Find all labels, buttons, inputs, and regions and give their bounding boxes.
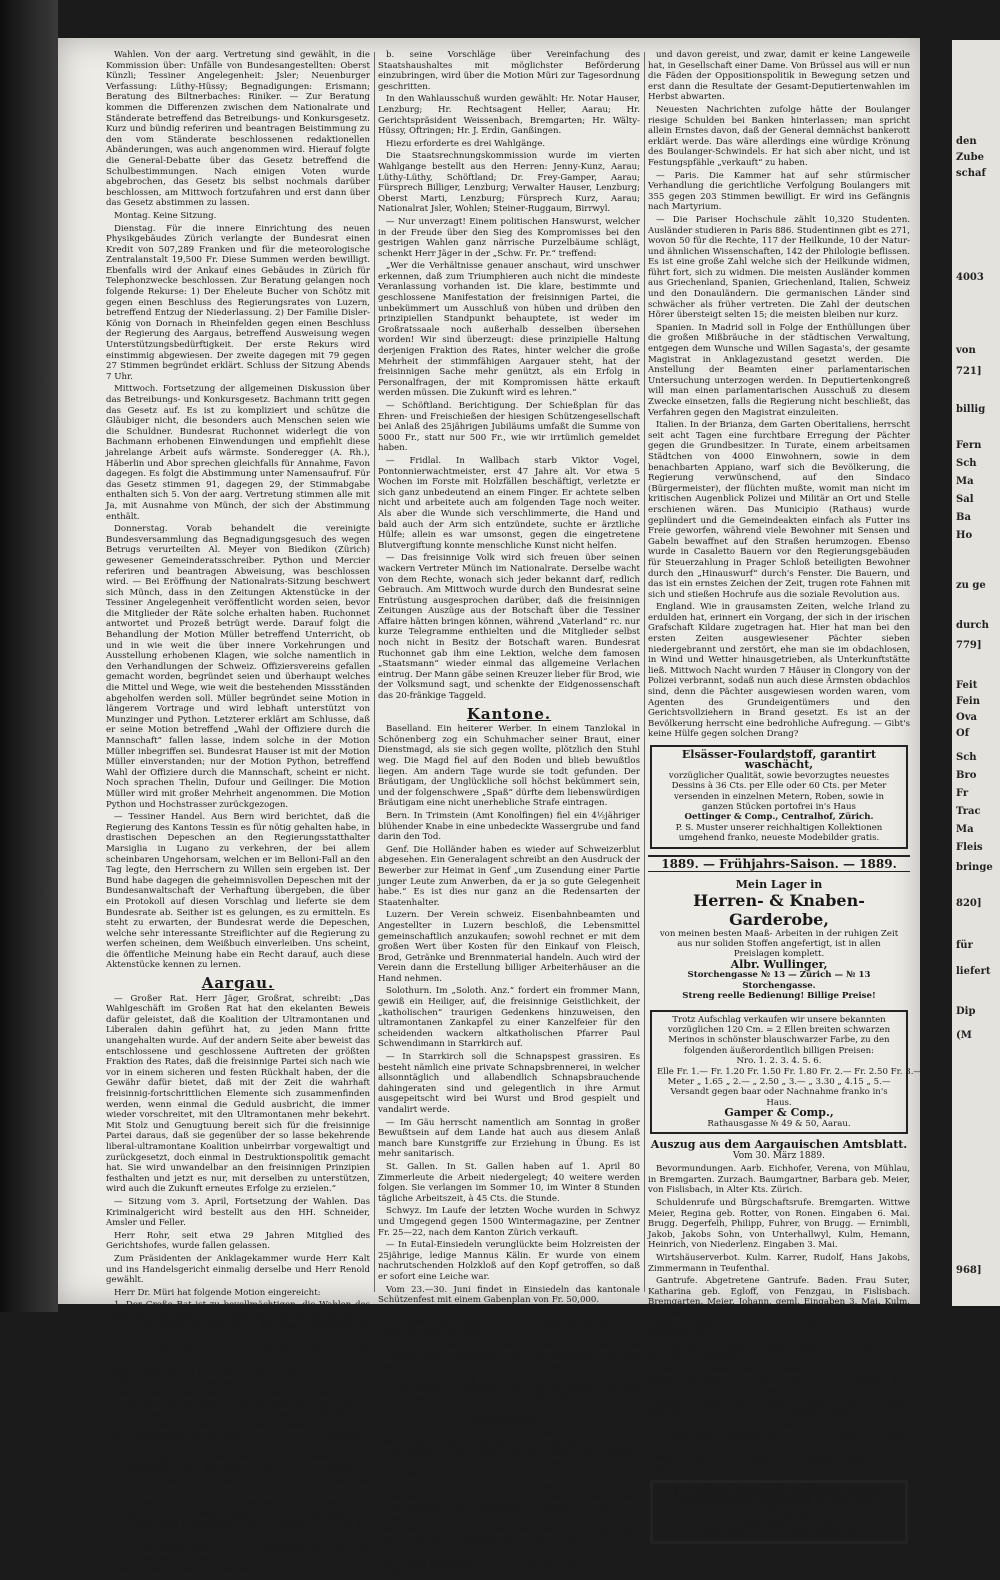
page-fragment: billig (956, 404, 986, 415)
article-paragraph: Vom 23.—30. Juni findet in Einsiedeln das kantonale Schützenfest mit einem Gabenplan von Fr. 50,000. (378, 1284, 640, 1306)
amtsblatt-entry: Vermögensbeschlagnahmen. Zurzach. Weber, Johann Jakob, Obermann, von Zurzach. Zurzach, von Hettenschwyl, Gde. Leuggern in Amerika. Einsprüche 30. April. (648, 1432, 910, 1475)
article-paragraph: Wallis. Im Nezarn, bei Leuk sind letzten Mittwoch Nachts 15 Häuser abgebrannt. Die Holzhäuser fielen nach der Tiefe sehr bald einander. (378, 1307, 640, 1339)
ad-title: Elsässer-Foulardstoff, garantirt waschächt, (681, 748, 877, 772)
page-fragment: Fein (956, 696, 980, 707)
amtsblatt-entry: Wirtshäuserverbot. Kulm. Karrer, Rudolf, Hans Jakobs, Zimmermann in Teufenthal. (648, 1252, 910, 1274)
article-paragraph: — Im Gäu herrscht namentlich am Sonntag in großer Bewußtsein auf dem Lande hat auch aus diesem Anlaß manch bare Kunstgriffe zur Erziehung in Übung. Es ist mehr sanitarisch. (378, 1117, 640, 1160)
page-fragment: zu ge (956, 580, 986, 591)
article-paragraph: Frankreich. Der tapfere General Boulanger hat Fersengeld genommen. Er ist in Brüssel, wo er sich einer Dame (378, 1548, 640, 1580)
page-fragment: (M (956, 1030, 972, 1041)
page-fragment: Ova (956, 712, 978, 723)
page-fragment: 820] (956, 898, 982, 909)
article-paragraph: Deutschland. In Hamburg-Altona haben 1300 Schneider der Nadel und Bügeleisen niedergelegt, weil ihre Forderungen nicht erfüllt worden sind. Die Arbeiter fordern Erhöhung der Löhne und verhandeln mit den Meistern. (378, 1427, 640, 1480)
article-paragraph: Die Staatsrechnungskommission wurde im vierten Wahlgange bestellt aus den Herren: Jenny-Kunz, Aarau; Lüthy-Lüthy, Schöftland; Dr. Frey-Gamper, Aarau; Fürsprech Billiger, Lenzburg; Verwalter Hauser, Lenzburg; Oberst Marti, Lenzburg; Fürsprech Kurz, Aarau; Nationalrat Jsler, Wohlen; Steiner-Ruggaum, Birrwyl. (378, 151, 640, 215)
page-fragment: Trac (956, 806, 981, 817)
column-rule (644, 52, 645, 1292)
article-paragraph: Luzern. Der Verein schweiz. Eisenbahnbeamten und Angestellter in Luzern beschloß, die Lebensmittel gemeinschaftlich anzukaufen; sowohl rechnet er mit dem großen Wert über Kosten für den Einkauf von Fleisch, Brod, Getränke und Brennmaterial handeln. Auch wird der Verein dann die Erstellung billiger Arbeiterhäuser an die Hand nehmen. (378, 910, 640, 984)
ad-title: Herren- & Knaben-Garderobe, (693, 890, 865, 929)
article-paragraph: — Die Pariser Hochschule zählt 10,320 Studenten. Ausländer studieren in Paris 886. Studentinnen gibt es 271, wovon 50 für die Rechte, 117 der Heilkunde, 10 der Natur- und ähnlichen Wissenschaften, 142 der Philologie beflissen. Es ist eine große Zahl welche sich der Heilkunde widmen, führt fort, sich zu widmen. Die meisten Ausländer kommen aus Griechenland, Spanien, Griechenland, Italien, Schweiz und den Donauländern. Die germanischen Länder sind schwächer als früher vertreten. Die Zahl der deutschen Hörer übersteigt selten 15; die meisten bleiben nur kurz. (648, 214, 910, 321)
article-paragraph: — Schöftland. Berichtigung. Der Schießplan für das Ehren- und Freischießen der hiesigen Schützengesellschaft bei Anlaß des 25jährigen Jubiläums umfaßt die Summe von 5000 Fr., statt nur 500 Fr., wie wir irrtümlich gemeldet haben. (378, 401, 640, 454)
season-header: 1889. — Frühjahrs-Saison. — 1889. (648, 855, 910, 873)
next-page-edge (952, 40, 1000, 1306)
article-paragraph: Genf. Die Holländer haben es wieder auf Schweizerblut abgesehen. Ein Generalagent schreibt an den Ausdruck der Bewerber zur Heimat in Genf „um Zusendung einer Partie junger Leute zum Anwerben, da er ja so gute Gelegenheit habe.“ Es ist dies nur ganz an die Redensarten der Staatenhalter. (378, 844, 640, 908)
page-fragment: Sal (956, 494, 974, 505)
page-fragment: 968] (956, 1265, 982, 1276)
amtsblatt-entry: Gantrufe. Abgetretene Gantrufe. Baden. Frau Suter, Katharina geb. Egloff, von Fenzgau, in Fislisbach. Bremgarten. Meier, Johann, geml. Eingaben 3. Mai. Kulm. Erismann, Emma geb. Eichenberger. Laufenburg. Meier, Johann, geml. Ehefrau Frehner, von Gränichen. Pfaffenhausen. (648, 1276, 910, 1340)
article-paragraph: Zum Präsidenten der Anklagekammer wurde Herr Kalt und ins Handelsgericht einmalig derselbe und Herr Renold gewählt. (106, 1253, 370, 1286)
amtsblatt-title: Auszug aus dem Aargauischen Amtsblatt. (650, 1137, 908, 1151)
page-fragment: Ho (956, 530, 973, 541)
article-paragraph: — Paris. Die Kammer hat auf sehr stürmischer Verhandlung die gerichtliche Verfolgung Boulangers mit 355 gegen 203 Stimmen bewilligt. Er wird ins Gefängnis nach Martyrium. (648, 170, 910, 213)
article-paragraph: — Das freisinnige Volk wird sich freuen über seinen wackern Vertreter Münch im Nationalrate. Derselbe wacht von dem Rechte, wonach sich jeder bekannt darf, redlich Gebrauch. Am Mittwoch wurde durch den Bundesrat seine Entrüstung ausgesprochen darüber, daß die freisinnigen Zeitungen Auszüge aus der Botschaft über die Tessiner Affaire hätten bringen können, während „Vaterland“ rc. nur kurze Telegramme enthielten und die Mitglieder selbst noch nicht in Besitz der Botschaft waren. Bundesrat Ruchonnet gab ihm eine Lektion, welche dem famosen „Staatsmann“ wieder einmal das allgemeine Verlachen eintrug. Der Mann gäbe seinen Kreuzer lieber für Brod, wie der Volksmund sagt, und schenkte der Eidgenossenschaft das 20-fränkige Taggeld. (378, 553, 640, 702)
amtsblatt-date: Vom 30. März 1889. (733, 1150, 825, 1161)
page-fragment: von (956, 345, 976, 356)
ad-name: Albr. Wullinger, (730, 957, 828, 971)
ad-line: Reichhaltige Auswahl in Herren-Confektion. (678, 1494, 880, 1518)
page-fragment: Ma (956, 476, 974, 487)
page-fragment: 4003 (956, 272, 984, 283)
page-fragment: den (956, 136, 977, 147)
article-paragraph: Zürich. Pfarrer Waldburger in Wartalen wurde vom Bezirksgericht Andelfingen der Beschimpfung schuldig erklärt und zu einer Buße und sämtlichen Kosten verurteilt, weil er in der Sonntag vor Weihnachten 1888 in der Kirche die freisinnigen Mitglieder der Kirchenpflege und des Gemeinderates in ihrer Ehre angegriffen hatte. (378, 1341, 640, 1405)
ad-shipping: Versandt gegen baar oder Nachnahme franko in's Haus. (670, 1087, 888, 1108)
column-2 (378, 50, 640, 1580)
page-fragment: liefert (956, 966, 991, 977)
page-fragment: Ma (956, 824, 974, 835)
article-paragraph: Hiezu erforderte es drei Wahlgänge. (386, 138, 546, 149)
section-title-aargau: Aargau. (201, 974, 275, 993)
ad-address: Storchengasse № 13 — Zürich — № 13 Storchengasse. (687, 970, 871, 991)
page-fragment: Fern (956, 440, 982, 451)
ad-intro: Mein Lager in (735, 878, 823, 892)
amtsblatt-entry: Wiedererweiterungen. Baden. Bogt, Franz Joseph, Schuster, von Freienwyl, — Egloff, Joseph Leonz, von Baden, in Gersau. — Mahr, Baden. (648, 1398, 910, 1430)
page-fragment: 779] (956, 640, 982, 651)
page-fragment: 721] (956, 366, 982, 377)
amtsblatt-entry: Gelbstrafe-Rückzug. Brugg. Renold, Gottlieb, von Brunegg, in Thalheim. (648, 1341, 910, 1363)
previous-page-edge (14, 640, 40, 1200)
advertisement-gerber (650, 1480, 908, 1544)
page-fragment: Sch (956, 458, 977, 469)
price-table-row: Meter „ 1.65 „ 2.— „ 2.50 „ 3.— „ 3.30 „ 4.15 „ 5.— (667, 1076, 891, 1087)
article-paragraph: In den Wahlausschuß wurden gewählt: Hr. Notar Hauser, Lenzburg; Hr. Rechtsagent Heller, Aarau; Hr. Gerichtspräsident Weissenbach, Bremgarten; Hr. Wälty-Hüssy, Oftringen; Hr. J. Erdin, Ganßingen. (378, 94, 640, 137)
ad-line: Anzüge nach Maaß. (718, 1515, 840, 1528)
article-paragraph: Herr Rohr, seit etwa 29 Jahren Mitglied des Gerichtshofes, wurde fallen gelassen. (106, 1230, 370, 1252)
ad-footer: Streng reelle Bedienung! Billige Preise! (682, 991, 876, 1002)
page-fragment: Dip (956, 1006, 976, 1017)
article-paragraph: a. bei künftigen Wahlen in den Anstellungsurkunden von Staatsbeamten ausdrücklich auf § 4 des Besoldungsdekretes zu verweisen; (106, 1543, 370, 1575)
page-fragment: durch (956, 620, 989, 631)
article-paragraph: Baselland. Ein heiterer Werber. In einem Tanzlokal in Schönenberg zog ein Schuhmacher seiner Braut, einer Dienstmagd, als sie sich gegen wollte, plötzlich den Stuhl weg. Die Magd fiel auf den Boden und blieb bewußtlos liegen. Am andern Tage wurde sie todt gefunden. Der Bräutigam, der Unglückliche soll höchst bekümmert sein, und der folgenschwere „Spaß“ dürfte dem liebenswürdigen Bräutigam eine nicht unerhebliche Strafe eintragen. (378, 724, 640, 809)
article-paragraph: — Tessiner Handel. Aus Bern wird berichtet, daß die Regierung des Kantons Tessin es für nötig gehalten habe, in drastischen Depeschen an den Regierungsstatthalter Marsiglia in Lugano zu verkehren, der bei allem scheinbaren Ungehorsam, welchen er im Belloni-Fall an den Tag legte, den Herrschern zu Willen sein ergeben ist. Der Bund habe dagegen die geheimnisvollen Depeschen mit der Bundesanwaltschaft der Verhaftung übergeben, die über ein Protokoll auf diesen Vorschlag und lieferte sie dem Bundesrate ab. Seither ist es gelungen, es zu ermitteln. Es steht zu erwarten, der Bundesrat werde die Depeschen, welche sehr interessante Streiflichter auf die Regierung zu werfen scheinen, dem Weißbuch einverleiben. Uns scheint, die öffentliche Meinung habe ein Recht darauf, auch diese Aktenstücke kennen zu lernen. (106, 812, 370, 971)
ad-address: Rathausgasse № 49 & 50, Aarau. (707, 1118, 851, 1129)
article-paragraph: Grundsätzlich wird die Motion Müri betr. Vereinfachung gutgeheißen, denen der beschlossene Antrag Frei-Gamper lautet: (106, 1465, 370, 1497)
article-paragraph: Wahlen. Von der aarg. Vertretung sind gewählt, in die Kommission über: Unfälle von Bundesangestellten: Oberst Künzli; Tessiner Angelegenheit: Jsler; Neuenburger Verfassung: Lüthy-Hüssy; Begnadigungen: Erismann; Beratung des Biltnerbaches: Riniker. — Zur Beratung kommen die Differenzen zwischen dem Nationalrate und Ständerate betreffend das Betreibungs- und Konkursgesetz. Kurz und bündig referiren und beantragen Beistimmung zu den vom Ständerate beschlossenen redaktionellen Abänderungen, was auch angenommen wird. Hierauf folgte die General-Debatte über das Gesetz betreffend die Schulbestimmungen. Nach einigen Voten wurde abgebrochen, das Gesetz bis selbst nochmals darüber beschlossen, am Mittwoch fortzufahren und erst dann über das Gesetz abstimmen zu lassen. (106, 50, 370, 209)
article-paragraph: — Nur unverzagt! Einem politischen Hanswurst, welcher in der Freude über den Sieg des Kompromisses bei den gestrigen Wahlen ganz närrische Purzelbäume schlägt, schenkt Herr Jäger in der „Schw. Fr. Pr.“ treffend: (378, 216, 640, 259)
article-paragraph: — In Starrkirch soll die Schnapspest grassiren. Es besteht nämlich eine private Schnapsbrennerei, in welcher allsonntäglich und allabendlich Schnapsbrauchende dahingeraten sind und gelegentlich in ihre Armut ausgepeitscht wird bei Wurst und Brod gespielt und vandalirt werde. (378, 1052, 640, 1115)
page-fragment: Feit (956, 680, 978, 691)
article-paragraph: Herr Dr. Müri hat folgende Motion eingereicht: (114, 1287, 321, 1298)
article-paragraph: — In Eutal-Einsiedeln verunglückte beim Holzreisten der 25jährige, ledige Mannus Kälin. Er wurde von einem nachrutschenden Holzkloß auf den Kopf getroffen, so daß er sofort eine Leiche war. (378, 1240, 640, 1282)
amtsblatt-entry: Schuldenrufe und Bürgschaftsrufe. Bremgarten. Wittwe Meier, Regina geb. Rotter, von Ronen. Eingaben 6. Mai. Brugg. Degerfelh, Philipp, Fuhrer, von Brugg. — Ernimbli, Jakob, Jakobs Sohn, von Unterhallwyl, Kulm, Hemann, Heinrich, von Niederlenz. Eingaben 3. Mai. (648, 1197, 910, 1251)
article-paragraph: — Fridlal. In Wallbach starb Viktor Vogel, Pontonnierwachtmeister, erst 47 Jahre alt. Vor etwa 5 Wochen im Forste mit Holzfällen beschäftigt, verletzte er sich ganz unbedeutend an einem Finger. Er achtete selben nicht und arbeitete auch am folgenden Tage noch weiter. Als aber die Wunde sich verschlimmerte, die Hand und bald auch der Arm sich entzündete, suchte er ärztliche Hülfe; allein es war umsonst, gegen die eingetretene Blutvergiftung konnte menschliche Kunst nicht helfen. (378, 455, 640, 551)
advertisement-merinos (650, 1010, 923, 1134)
ad-line: Reelle Preise. — Prompte Bedienung. (697, 1527, 861, 1538)
article-paragraph: Bern. In Trimstein (Amt Konolfingen) fiel ein 4½jähriger blühender Knabe in eine unbedeckte Wassergrube und fand darin den Tod. (378, 810, 640, 843)
section-title-ausland: Ausland. (468, 1408, 550, 1427)
ad-firm: Gamper & Comp., (724, 1106, 834, 1120)
left-scan-margin (0, 0, 58, 1312)
ad-firm: Oettinger & Comp., Centralhof, Zürich. (684, 812, 874, 823)
section-title-kantone: Kantone. (466, 704, 552, 723)
article-paragraph: Mit Bezug auf die Verfassung Artikel 33 und § 4 des Besoldungsdekretes vom 27. April 1886, lautend: „Sollten in Zukunft mit Rücksicht auf Beamtungen oder deren Besoldungen Veränderungen eintreten, so bleibt den dadurch betroffenen Beamten jeder an einer Entschädigungsforderung irgend welcher Art vorbehalten“ wird über Antrag 2 zur Tagesordnung geschritten, während Art. 1 der Regierung zur Begutachtung überwiesen wird. (106, 1378, 370, 1463)
page-fragment: Fr (956, 788, 969, 799)
ad-body: vorzüglicher Qualität, sowie bevorzugtes neuestes Dessins à 36 Cts. per Elle oder 60 Cts. per Meter versenden in einzelnen Metern, Roben, sowie in ganzen Stücken portofrei in's Haus (668, 770, 890, 813)
article-paragraph: 1. Der Große Rat ist zu bevollmächtigen, die Wahlen des Staatsanwaltes und seines Substituten sei mit Rücksicht auf die bevorstehende Vereinfachung des Staatshaushaltes für einmal provisorisch zu treffen. (106, 1300, 370, 1343)
page-fragment: schaf (956, 168, 986, 179)
page-fragment: bringe (956, 862, 993, 873)
article-paragraph: England. Wie in grausamsten Zeiten, welche Irland zu erdulden hat, erinnert ein Vorgang, der sich in der irischen Grafschaft Kildare zugetragen hat. Hier hat man bei den ersten Zeiten ausgewiesener Pächter sieben niedergebrannt und zerstört, ehe man sie im obdachlosen, in Wind und Wetter hinausgetrieben, als Unterkunftstätte ließ. Mittwoch Nacht wurden 7 Häuser in Clongory von der Polizei verbrannt, sodaß nun auch diese Ärmsten obdachlos sind, denn die Pächter ausgewiesen worden waren, vom Agenten des Grundeigentümers und den Gerichtsvollziehern in Brand gesetzt. Es ist an der Bevölkerung herrscht eine bedrohliche Aufregung. — Gibt's keine Hülfe gegen solchen Drang? (648, 602, 910, 740)
article-paragraph: „In Erwägung, daß nach § 4 des Besoldungsdekretes vom 27. April 1886 bei Veränderungen in den Beamtungen nur die bestehenden Möglichkeiten zu gewärtigen sind, mit der Einladung an den Reg.-Rat und die übrigen Wahlbehörden (106, 1498, 370, 1541)
article-paragraph: Donnerstag. Vorab behandelt die vereinigte Bundesversammlung das Begnadigungsgesuch des wegen Betrugs verurteilten Al. Meyer von Biedikon (Zürich) gewesener Gemeinderatsschreiber. Python und Mercier referiren und beantragen Abweisung, was beschlossen wird. — Bei Eröffnung der Nationalrats-Sitzung beschwert sich Münch, dass in den Zeitungen Aktenstücke in der Tessiner Angelegenheit veröffentlicht worden seien, bevor die Mitglieder der Räte solche erhalten haben. Ruchonnet antwortet und Prozeß betrügt werde. Darauf folgt die Behandlung der Motion Müller betreffend Unterricht, ob und in wie weit die über innere Vorkehrungen und Ausstellung erhobenen Klagen, wie solche namentlich in den Verhandlungen der Schweiz. Offiziersvereins gefallen gemacht worden, begründet seien und überhaupt welches die Mittel und Wege, wie weit die bestehenden Missständen abgeholfen werden soll. Müller begründet seine Motion in längerem Vortrage und wird lebhaft unterstützt von Munzinger und Python. Letzterer erklärt am Schlusse, daß er seine Motion betreffend „Wahl der Offiziere durch die Mannschaft“ fallen lasse, indem solche in der Motion Müller inbegriffen sei. Bundesrat Hauser ist mit der Motion Müller einverstanden; nur der Motion Python, betreffend Wahl der Offiziere durch die Mannschaft, scheint er nicht. Noch sprachen Thelin, Dufour und Geilinger. Die Motion Müller wird mit großer Mehrheit angenommen. Die Motion Python und Hochstrasser zurückgezogen. (106, 524, 370, 810)
advertisement-garderobe (650, 877, 908, 1004)
column-1 (106, 50, 370, 1575)
article-paragraph: „Wer die Verhältnisse genauer anschaut, wird unschwer erkennen, daß zum Triumphieren auch nicht die mindeste Veranlassung vorhanden ist. Die klare, bestimmte und geschlossene Manifestation der freisinnigen Partei, die unbekümmert um Ausschluß von hüben und drüben den prinzipiellen Standpunkt behauptete, ist weder im Großratssaale noch außerhalb desselben übersehen worden! Wir sind überzeugt: diese prinzipielle Haltung derjenigen Fraktion des Rates, hinter welcher die große Mehrheit der stimmfähigen Aargauer steht, hat der freisinnigen Sache mehr genützt, als ein Erfolg in Personalfragen, der mit Kompromissen hätte erkauft werden müssen. Die Zukunft wird es lehren.“ (378, 261, 640, 399)
article-paragraph: und davon gereist, und zwar, damit er keine Langeweile hat, in Gesellschaft einer Dame. Von Brüssel aus will er nun die Fäden der Oppositionspolitik in Bewegung setzen und erst dann die Resultate der Gesamt-Deputiertenwahlen im Herbst abwarten. (648, 50, 910, 103)
amtsblatt-entry: Rehabilitationen. Baden. Diebold, Franz, Koch, von Baden. Bremgarten. Frau Meier, Anna Maria geb. Inkubazze, Wittwe von Sarmenstorf. (648, 1364, 910, 1397)
page-fragment: Zube (956, 152, 984, 163)
newspaper-page (58, 38, 923, 1580)
article-paragraph: Montag. Keine Sitzung. (114, 210, 217, 221)
ad-note: P. S. Muster unserer reichhaltigen Kollektionen umgehend franko, neueste Modebilder gratis. (675, 822, 883, 844)
article-paragraph: — Die Reaktion treibt die tollsten Blüten. Die Lehrer in Schleswig-Holstein sollen unter die verdächtigende Vormundschaft der Geistlichkeit gestellt werden. Der Lehrer- und Lehrerinnenverein, welche beantragte, daß jeder künftig die Prediger der Insel den Auftrag empfangen haben, alle ihre Versammlungen zu überwachen. (378, 1482, 640, 1546)
article-paragraph: Italien. In der Brianza, dem Garten Oberitaliens, herrscht seit acht Tagen eine furchtbare Erregung der Pächter gegen die Grundbesitzer. In Turate, einem arbeitsamen Städtchen von 4000 Einwohnern, sowie in dem benachbarten Appiano, warf sich die Bevölkerung, die Regierung verwünschend, auf den Sindaco (Bürgermeister), der flüchten mußte, womit man nicht im kritischen Augenblick Polizei und Militär an Ort und Stelle erschienen wären. Das Municipio (Rathaus) wurde geplündert und die Gemeindeakten einfach als Futter ins Freie geworfen, während viele Bewohner mit Sensen und Gabeln bewaffnet auf den Straßen herumzogen. Ebenso wurde in Casaletto Bauern vor den Regierungsgebäuden für Steuerzahlung in Prager Schloß beteiligten Bewohner durch den „Hinauswurf“ durch's Fenster. Die Bauern, und das ist ein ernstes Zeichen der Zeit, trugen rote Fahnen mit sich und stießen Hochrufe aus die soziale Revolution aus. (648, 420, 910, 600)
article-paragraph: Schwyz. Im Laufe der letzten Woche wurden in Schwyz und Umgegend gegen 1500 Wintermagazine, per Zentner Fr. 25—22, nach dem Kanton Zürich verkauft. (378, 1206, 640, 1238)
amtsblatt-entry: Bevormundungen. Aarb. Eichhofer, Verena, von Mühlau, in Bremgarten. Zurzach. Baumgartner, Barbara geb. Meier, von Fislisbach, in Alter Kts. Zürich. (648, 1164, 910, 1196)
article-paragraph: — Sitzung vom 3. April, Fortsetzung der Wahlen. Das Kriminalgericht wird bestellt aus den HH. Schneider, Amsler und Feller. (106, 1196, 370, 1229)
article-paragraph: Spanien. In Madrid soll in Folge der Enthüllungen über die großen Mißbräuche in der städtischen Verwaltung, entgegen dem Wunsche und Willen Sagasta's, der gesamte Magistrat in Anklagezustand gesetzt werden. Die Anstellung der Beamten einer parlamentarischen Untersuchung unterzogen werden. In Deputiertenkongreß will man einen parlamentarischen Ausschuß zu diesem Zwecke einsetzen, falls die Regierung nicht beschließt, das Verfahren gegen den Magistrat einzuleiten. (648, 322, 910, 418)
advertisement-foulard (650, 745, 908, 849)
article-paragraph: St. Gallen. In St. Gallen haben auf 1. April 80 Zimmerleute die Arbeit niedergelegt; 40 weitere werden folgen. Sie verlangen im Sommer 10, im Winter 8 Stunden tägliche Arbeitszeit, à 45 Cts. die Stunde. (378, 1161, 640, 1204)
article-paragraph: Neuesten Nachrichten zufolge hätte der Boulanger riesige Schulden bei Banken hinterlassen; man spricht allein Ernstes davon, daß der General demnächst bankerott erklärt werde. Das wäre allerdings eine würdige Krönung des Boulanger-Schwindels. Er hat sich aber nicht, und ist Festungspfähle „verkauft“ zu haben. (648, 104, 910, 168)
page-fragment: Of (956, 728, 970, 739)
ad-body: Trotz Aufschlag verkaufen wir unsere bekannten vorzüglichen 120 Cm. = 2 Ellen breiten schwarzen Merinos in schönster blauschwarzer Farbe, zu den folgenden äußerordentlich billigen Preisen: (667, 1014, 891, 1056)
article-paragraph: b. seine Vorschläge über Vereinfachung des Staatshaushaltes mit möglichster Beförderung einzubringen, wird über die Motion Müri zur Tagesordnung geschritten. (378, 50, 640, 92)
article-paragraph: Solothurn. Im „Soloth. Anz.“ fordert ein frommer Mann, gewiß ein Heiliger, auf, die freisinnige Geistlichkeit, der „katholischen“ traurigen Gedenkens hinzuweisen, den ultramontanen Zankapfel zu einer Kanzelfeier für den scheidenden wackern altkatholischen Pfarrer Paul Schwendimann in Starrkirch auf. (378, 986, 640, 1050)
page-fragment: für (956, 940, 973, 951)
page-fragment: Ba (956, 512, 971, 523)
column-3 (648, 50, 923, 1538)
ad-body: von meinen besten Maaß- Arbeiten in der ruhigen Zeit aus nur soliden Stoffen angefertigt, ist in allen Preislagen komplett. (659, 928, 899, 960)
ad-line: J. Gerber, Marchd. Tailleur, Aarau. (673, 1483, 885, 1497)
price-table-row: Elle Fr. 1.— Fr. 1.20 Fr. 1.50 Fr. 1.80 Fr. 2.— Fr. 2.50 Fr. 3.— (657, 1066, 923, 1077)
page-fragment: Bro (956, 770, 977, 781)
article-paragraph: Dienstag. Für die innere Einrichtung des neuen Physikgebäudes Zürich verlangte der Bundesrat einen Kredit von 507,289 Franken und für die meteorologische Zentralanstalt 19,500 Fr. Diese Summen werden bewilligt. Ebenfalls wird der Ankauf eines Gebäudes in Zürich für Telephonzwecke beschlossen. Zur Beratung gelangen noch folgende Rekurse: 1) Der Eheleute Bucher von Schötz mit gegen einen Beschluss des Regierungsrates von Luzern, betreffend Entzug der Niederlassung. 2) Der Familie Disler-König von Dornach in Rheinfelden gegen einen Beschluss der Regierung des Aargaus, betreffend Ausweisung wegen Unterstützungsbedürftigkeit. Der erste Rekurs wird einstimmig abgewiesen. Der zweite dagegen mit 79 gegen 27 Stimmen begründet erklärt. Schluss der Sitzung Abends 7 Uhr. (106, 223, 370, 382)
page-fragment: Fleis (956, 842, 983, 853)
article-paragraph: 2. Der Reg.-Rat ist zu beauftragen, die von ihm vorgenommenen Wahlen (aus demselben Grunde) für einmal ebenfalls nur provisorisch zu treffen. (106, 1344, 370, 1376)
column-rule (374, 52, 375, 1292)
page-fragment: Sch (956, 752, 977, 763)
price-table-row: Nro. 1. 2. 3. 4. 5. 6. (736, 1056, 822, 1067)
article-paragraph: — Großer Rat. Herr Jäger, Großrat, schreibt: „Das Wahlgeschäft im Großen Rat hat den ekelanten Beweis dafür geleistet, daß die Koalition der Ultramontanen und Liberalen dahin geführt hat, zu jeden Mann fritte unangehalten wurde. Auf der andern Seite aber beweist das entschlossene und geschlossene Auftreten der größten Fraktion des Rates, daß die freisinnige Partei sich nach wie vor in einem sicheren und festen Rückhalt haben, der die Gewähr dafür bietet, daß mit der Zeit die wahrhaft freisinnig-fortschrittlichen Elemente sich zusammenfinden werden, wenn einmal die Geduld ausbricht, die immer wieder vorschreitet, mit den Ultramontanen mehr bekehrt. Mit Stolz und Genugtuung bereit sich für die freisinnige Partei daraus, daß sie gegenüber der so lasse bekehrende liberal-ultramontane Koalition unbeirrbar vorgewaltigt und zurückgesetzt, doch einmal in Destruktionspolitik gemacht hat. Sie wird unwandelbar an den freisinnigen Prinzipien festhalten und jetzt es nur, mit derselben zu unterstützen, wird auch die Zukunft erneutes Erfolge zu erzielen.“ (106, 993, 370, 1195)
article-paragraph: Mittwoch. Fortsetzung der allgemeinen Diskussion über das Betreibungs- und Konkursgesetz. Bachmann tritt gegen das Gesetz auf. Es ist zu kompliziert und schütze die Gläubiger nicht, die besonders auch Menschen seien wie die Schuldner. Bundesrat Ruchonnet widerlegt die von Bachmann erhobenen Einwendungen und empfiehlt diese jahrelange Arbeit aufs wärmste. Sonderegger (A. Rh.), Häberlin und Abor sprechen gleichfalls für Annahme, Favon dagegen. Es folgt die Abstimmung unter Namensaufruf. Für das Gesetz stimmen 91, dagegen 29, der Stimmabgabe enthalten sich 5. Von der aarg. Vertretung stimmen alle mit Ja, mit Ausnahme von Münch, der sich der Abstimmung enthält. (106, 384, 370, 522)
